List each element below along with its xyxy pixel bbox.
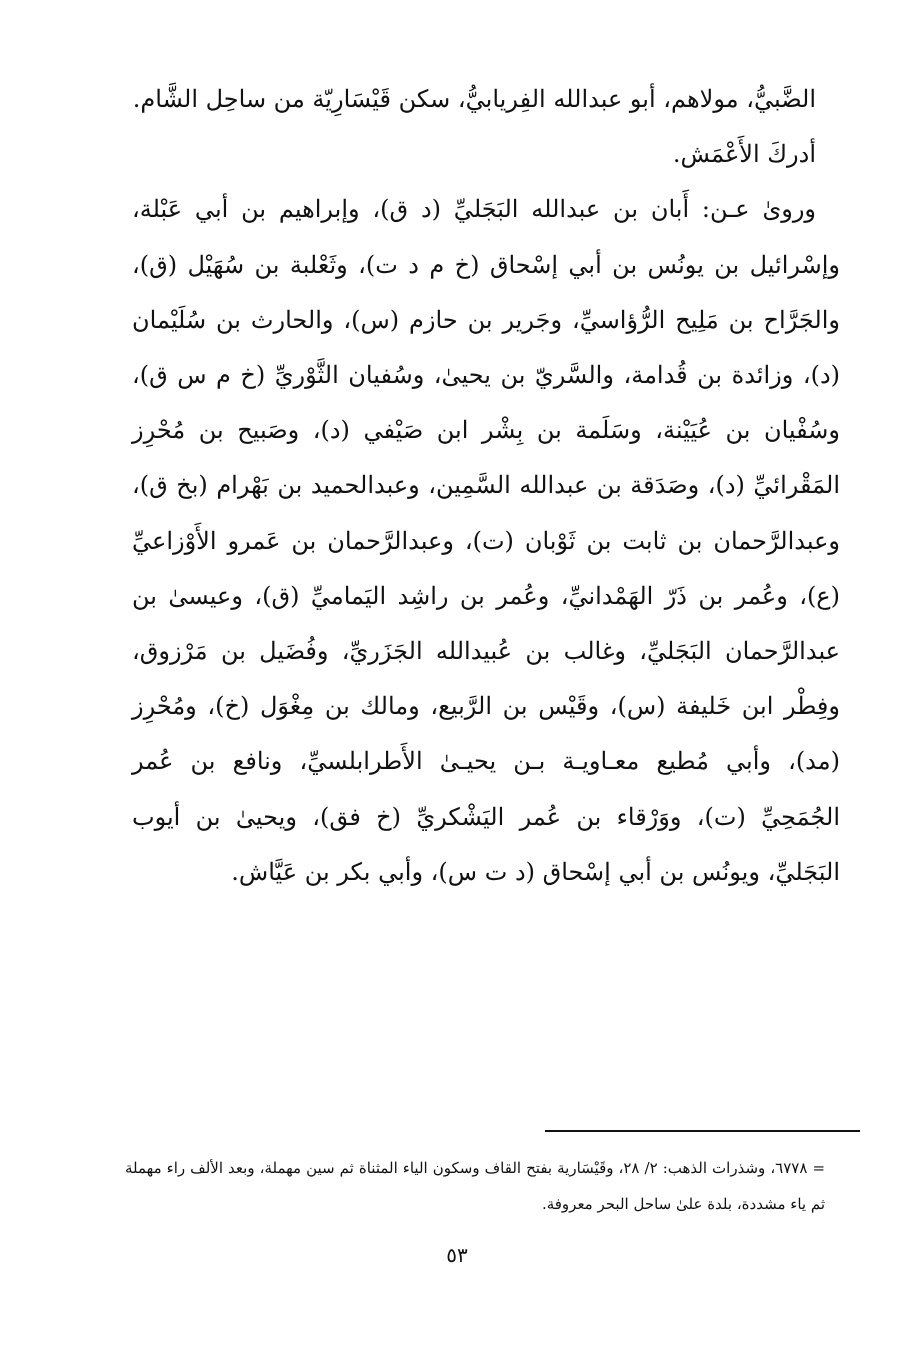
footnote-separator xyxy=(545,1130,860,1132)
paragraph-narrators: وروىٰ عـن: أَبان بن عبدالله البَجَليِّ (د ق)، وإبراهيم بن أبي عَبْلة، وإسْرائيل بن يونُس بن أبي إسْحاق (خ م د ت)، وثَعْلبة بن سُهَيْل (ق)، والجَرَّاح بن مَلِيح الرُّؤاسيِّ، وجَرير بن حازم (س)، والحارث بن سُلَيْمان (د)، وزائدة بن قُدامة، والسَّريّ بن يحيىٰ، وسُفيان الثَّوْريِّ (خ م س ق)، وسُفْيان بن عُيَيْنة، وسَلَمة بن بِشْر ابن صَيْفي (د)، وصَبيح بن مُحْرِز المَقْرائيِّ (د)، وصَدَقة بن عبدالله السَّمِين، وعبدالحميد بن بَهْرام (بخ ق)، وعبدالرَّحمان بن ثابت بن ثَوْبان (ت)، وعبدالرَّحمان بن عَمرو الأَوْزاعيِّ (ع)، وعُمر بن ذَرّ الهَمْدانيِّ، وعُمر بن راشِد اليَماميِّ (ق)، وعيسىٰ بن عبدالرَّحمان البَجَليِّ، وغالب بن عُبيدالله الجَزَريِّ، وفُضَيل بن مَرْزوق، وفِطْر ابن خَليفة (س)، وقَيْس بن الرَّبيع، ومالك بن مِغْوَل (خ)، ومُحْرِز (مد)، وأبي مُطيع معـاويـة بـن يحيـىٰ الأَطرابلسيِّ، ونافع بن عُمر الجُمَحِيِّ (ت)، ووَرْقاء بن عُمر اليَشْكريِّ (خ فق)، ويحيىٰ بن أيوب البَجَليِّ، ويونُس بن أبي إسْحاق (د ت س)، وأبي بكر بن عَيَّاش. xyxy=(132,195,840,886)
paragraph-intro: الضَّبيُّ، مولاهم، أبو عبدالله الفِريابيُّ، سكن قَيْسَارِيّة من ساحِل الشَّام. xyxy=(132,85,816,113)
footnote: = ٦٧٧٨، وشذرات الذهب: ٢/ ٢٨، وقَيْسَارية بفتح القاف وسكون الياء المثناة ثم سين مهملة، وبعد الألف راء مهملة ثم ياء مشددة، بلدة علىٰ ساحل البحر معروفة. xyxy=(125,1159,826,1213)
main-text xyxy=(132,72,840,900)
paragraph-adraka: أدركَ الأَعْمَش. xyxy=(672,140,816,169)
page-number: ٥٣ xyxy=(446,1243,468,1267)
